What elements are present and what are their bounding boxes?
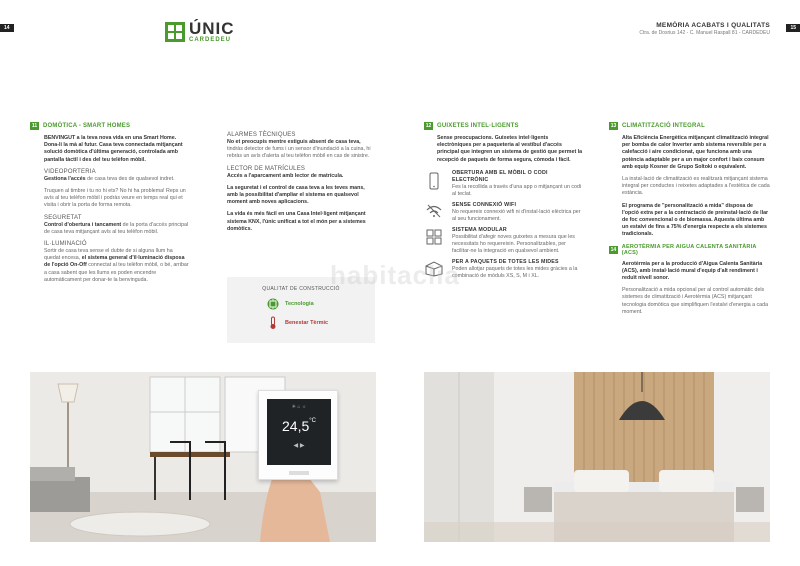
plates-text-2: La seguretat i el control de casa teva a les teves mans, amb la possibilitat d'ampliar el sistema en qualsevol moment amb noves aplicacions.	[227, 184, 365, 206]
feature-title: PER A PAQUETS DE TOTES LES MIDES	[452, 258, 559, 265]
section-title: DOMÒTICA - SMART HOMES	[43, 123, 131, 129]
doc-address: Ctra. de Dosrius 142 - C. Manuel Raspall 81 - CARDEDEU	[639, 30, 770, 36]
section-number: 11	[31, 123, 38, 129]
feature-text: No requereix connexió wifi ni d'instal·lació elèctrica per al seu funcionament.	[452, 208, 581, 222]
feature-modular	[424, 227, 584, 255]
living-room-photo	[30, 372, 376, 542]
page-number-left: 14	[0, 24, 14, 32]
plates-title: LECTOR DE MATRÍCULES	[227, 165, 306, 172]
modular-grid-icon	[426, 229, 442, 245]
watermark: habitaclia	[330, 260, 460, 290]
alarms-bold: No et preocupis mentre estiguis absent de casa teva,	[227, 139, 361, 145]
lighting-title: IL·LUMINACIÓ	[44, 241, 87, 248]
right-page	[400, 0, 800, 566]
video-title: VIDEOPORTERIA	[44, 168, 96, 175]
section-title: CLIMATITZACIÓ INTEGRAL	[622, 123, 705, 129]
clima-text-3: El programa de "personalització a mida" disposa de l'opció extra per a la contractació de preinstal·lació de llar de foc convencional o de biomassa. Aquesta última amb un estalvi de fins a 75% d'energia respecte a els sistemes tradicionals.	[622, 202, 769, 238]
domotica-section	[30, 122, 190, 289]
section-title: AEROTÈRMIA PER AIGUA CALENTA SANITÀRIA (ACS)	[621, 243, 757, 256]
section-number: 14	[610, 246, 617, 253]
doc-title: MEMÒRIA ACABATS I QUALITATS	[656, 22, 770, 29]
feature-title: OBERTURA AMB EL MÒBIL O CODI ELECTRÒNIC	[452, 169, 548, 183]
technology-icon	[267, 298, 279, 310]
thermometer-icon	[267, 316, 279, 330]
aero-text-2: Personalització a mida opcional per al control automàtic dels sistemes de climatització i Aerotèrmia (ACS) mitjançant tecnologia domòtica que simplifiquen l'estalvi d'energia a cada moment.	[622, 287, 769, 315]
quality-technology: Tecnologia	[285, 301, 314, 307]
brand-logo	[165, 20, 235, 43]
thermostat-device	[258, 390, 338, 480]
section-number: 13	[610, 123, 617, 129]
section-title: GUIXETES INTEL·LIGENTS	[437, 123, 519, 129]
security-bold: Control d'obertura i tancament	[44, 221, 122, 228]
feature-title: SISTEMA MODULAR	[452, 226, 507, 233]
feature-mobile	[424, 170, 584, 198]
section-number: 12	[425, 123, 432, 129]
smartphone-icon	[429, 172, 439, 190]
feature-text: Poden allotjar paquets de totes les mides gràcies a la combinació de mòduls XS, S, M i XL.	[452, 265, 578, 279]
quality-title: QUALITAT DE CONSTRUCCIÓ	[262, 286, 340, 292]
plates-text-3: La vida és més fàcil en una Casa Intel·ligent mitjançant sistema KNX, l'únic unificat a tot el món per a sistemes domòtics.	[227, 211, 366, 232]
page-number-right: 15	[786, 24, 800, 32]
plates-bold: Accés a l'aparcament amb lector de matrícula.	[227, 172, 344, 179]
doc-header	[639, 22, 770, 36]
video-bold: Gestiona l'accés	[44, 175, 86, 182]
video-text-2: Truquen al timbre i tu no hi ets? No hi ha problema! Reps un avís al teu telèfon mòbil i podràs veure en temps real qui et visita i obrir la porta de forma remota.	[44, 188, 186, 209]
quality-thermal: Benestar Tèrmic	[285, 320, 329, 326]
domotica-section-2	[227, 132, 377, 238]
security-text: de la porta d'accés principal de casa teva mitjançant avís al teu telèfon mòbil.	[44, 221, 189, 235]
bedroom-photo	[424, 372, 770, 542]
aero-text-1: Aerotèrmia per a la producció d'Aigua Calenta Sanitària (ACS), amb instal·lació mural d'equip d'alt rendiment i reduït nivell sonor.	[622, 260, 763, 282]
clima-text-2: La instal·lació de climatització es realitzarà mitjançant sistema integral per conductes i reixetes adaptades a l'estètica de cada estància.	[622, 176, 770, 197]
no-wifi-icon	[425, 204, 443, 218]
lighting-text-1: Sortir de casa teva sense el dubte de si alguna llum ha quedat encesa,	[44, 248, 173, 262]
logo-mark-icon	[165, 22, 185, 42]
feature-text: Possibilitat d'afegir noves guixetes a mesura que les necessitats ho requereixin. Personalitzables, per facilitar-ne la integració en qualsevol ambient.	[452, 233, 575, 254]
thermostat-screen: ✳ ⌂ ☼ $24,5^{^\circ C}$ ◀ ▶	[267, 399, 331, 465]
brand-sub: CARDEDEU	[189, 37, 232, 43]
guixetes-intro: Sense preocupacions. Guixetes intel·ligents electròniques per a paqueteria al vestíbul d'accés principal que integren un sistema de gestió que permet la recepció de paquets de forma segura, còmoda i fàcil.	[437, 135, 583, 163]
thermostat-temp: 24,5	[282, 418, 310, 434]
alarms-text: tindràs detector de fums i un sensor d'inundació a la cuina, hi rebràs un avís d'alerta al teu telèfon mòbil en cas de sinistre.	[227, 146, 371, 160]
thermostat-unit: °C	[309, 418, 316, 424]
clima-section	[609, 122, 771, 321]
alarms-title: ALARMES TÈCNIQUES	[227, 132, 296, 138]
security-title: SEGURETAT	[44, 214, 82, 221]
feature-title: SENSE CONNEXIÓ WIFI	[452, 201, 517, 208]
feature-no-wifi	[424, 202, 584, 223]
brand-name: ÚNIC	[189, 19, 235, 38]
video-text: de casa teva des de qualsevol indret.	[85, 175, 175, 182]
feature-text: Fes la recollida a través d'una app o mitjançant un codi al teclat.	[452, 183, 582, 197]
lighting-text-2: connectat al teu telèfon mòbil, o bé, arribar a casa sabent que les llums es poden encendre automàticament per donar-te la benvinguda.	[44, 262, 189, 283]
lighting-bold: el sistema general d'il·luminació disposa de l'opció On-Off	[44, 255, 185, 269]
clima-text-1: Alta Eficiència Energètica mitjançant climatització integral per bomba de calor Inverter amb sistema reversible per a calefacció i aire condicionat, que funciona amb una potència adaptable per a un major confort i baix consum amb equip Kosner de Grupo Soltoki o equivalent.	[622, 135, 769, 170]
domotica-intro: BENVINGUT a la teva nova vida en una Smart Home. Dona-li la mà al futur. Casa teva connectada mitjançant solució domòtica d'última generació, controlada amb pantalla tàctil i des del teu telèfon mòbil.	[44, 135, 183, 163]
